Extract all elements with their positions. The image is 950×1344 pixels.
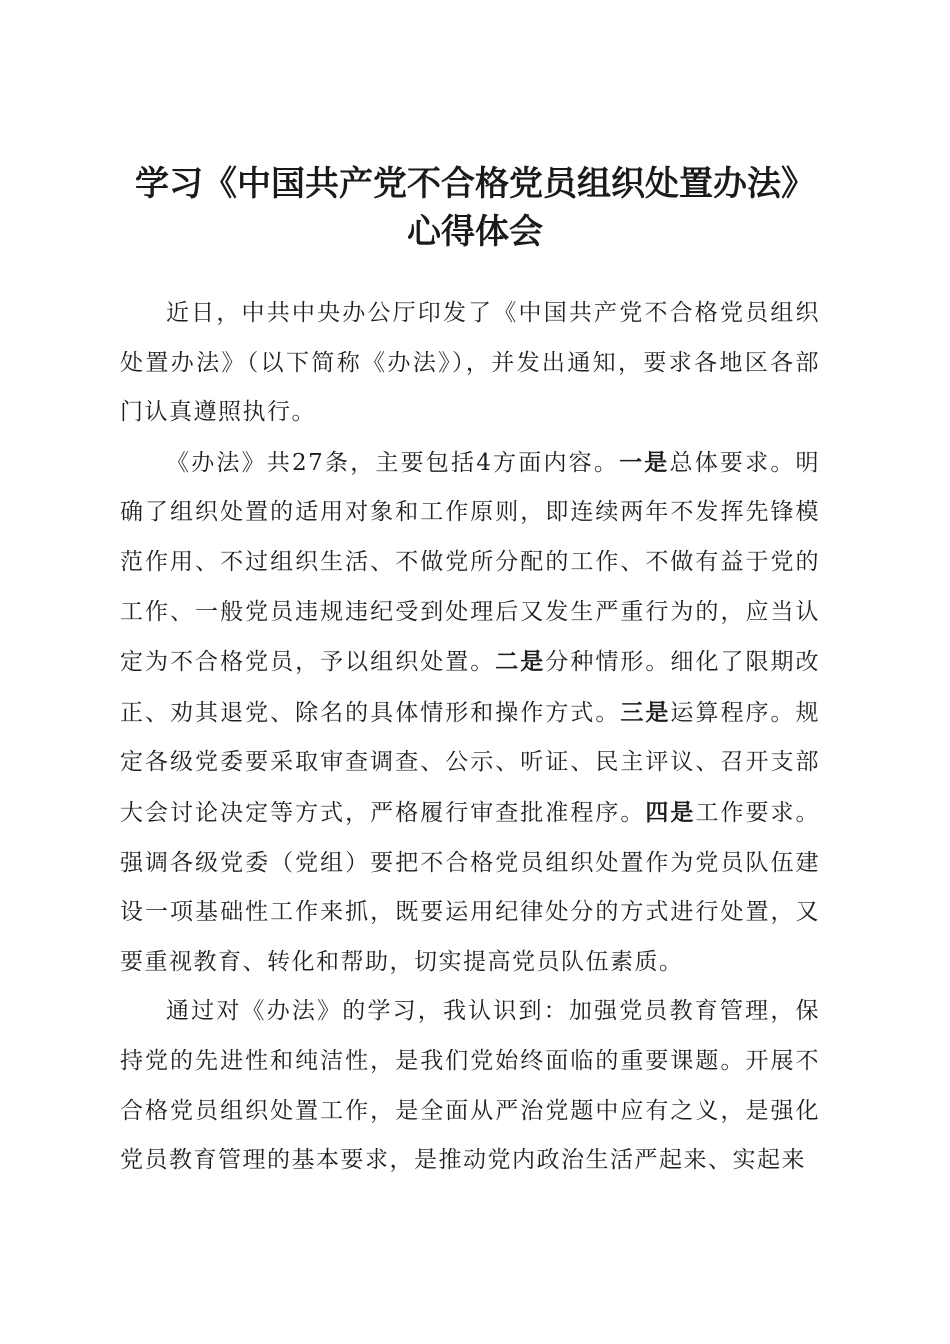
title-line-2: 心得体会 — [407, 212, 543, 252]
lead-three: 三是 — [620, 698, 671, 726]
paragraph-2-intro: 《办法》共27条，主要包括4方面内容。 — [166, 449, 620, 476]
paragraph-1: 近日，中共中央办公厅印发了《中国共产党不合格党员组织处置办法》（以下简称《办法》），并发出通知，要求各地区各部门认真遵照执行。 — [120, 300, 820, 426]
paragraph-2 — [120, 438, 820, 988]
paragraph-3: 通过对《办法》的学习，我认识到：加强党员教育管理，保持党的先进性和纯洁性，是我们党始终面临的重要课题。开展不合格党员组织处置工作，是全面从严治党题中应有之义，是强化党员教育管理的基本要求，是推动党内政治生活严起来、实起来 — [120, 998, 820, 1174]
point-two-text: 分种情形。细化了限期改正、劝其退党、除名的具体情形和操作方式。 — [120, 649, 821, 726]
point-one-text: 总体要求。明确了组织处置的适用对象和工作原则，即连续两年不发挥先锋模范作用、不过组织生活、不做党所分配的工作、不做有益于党的工作、一般党员违规违纪受到处理后又发生严重行为的，应当认定为不合格党员，予以组织处置。 — [120, 449, 821, 676]
lead-two: 二是 — [495, 648, 546, 676]
point-four-text: 工作要求。强调各级党委（党组）要把不合格党员组织处置作为党员队伍建设一项基础性工作来抓，既要运用纪律处分的方式进行处置，又要重视教育、转化和帮助，切实提高党员队伍素质。 — [120, 799, 821, 975]
document-title — [0, 160, 950, 256]
document-body — [120, 289, 820, 1186]
point-three-text: 运算程序。规定各级党委要采取审查调查、公示、听证、民主评议、召开支部大会讨论决定等方式，严格履行审查批准程序。 — [120, 699, 821, 826]
title-line-1: 学习《中国共产党不合格党员组织处置办法》 — [135, 164, 815, 204]
lead-one: 一是 — [619, 448, 670, 476]
lead-four: 四是 — [645, 798, 696, 826]
